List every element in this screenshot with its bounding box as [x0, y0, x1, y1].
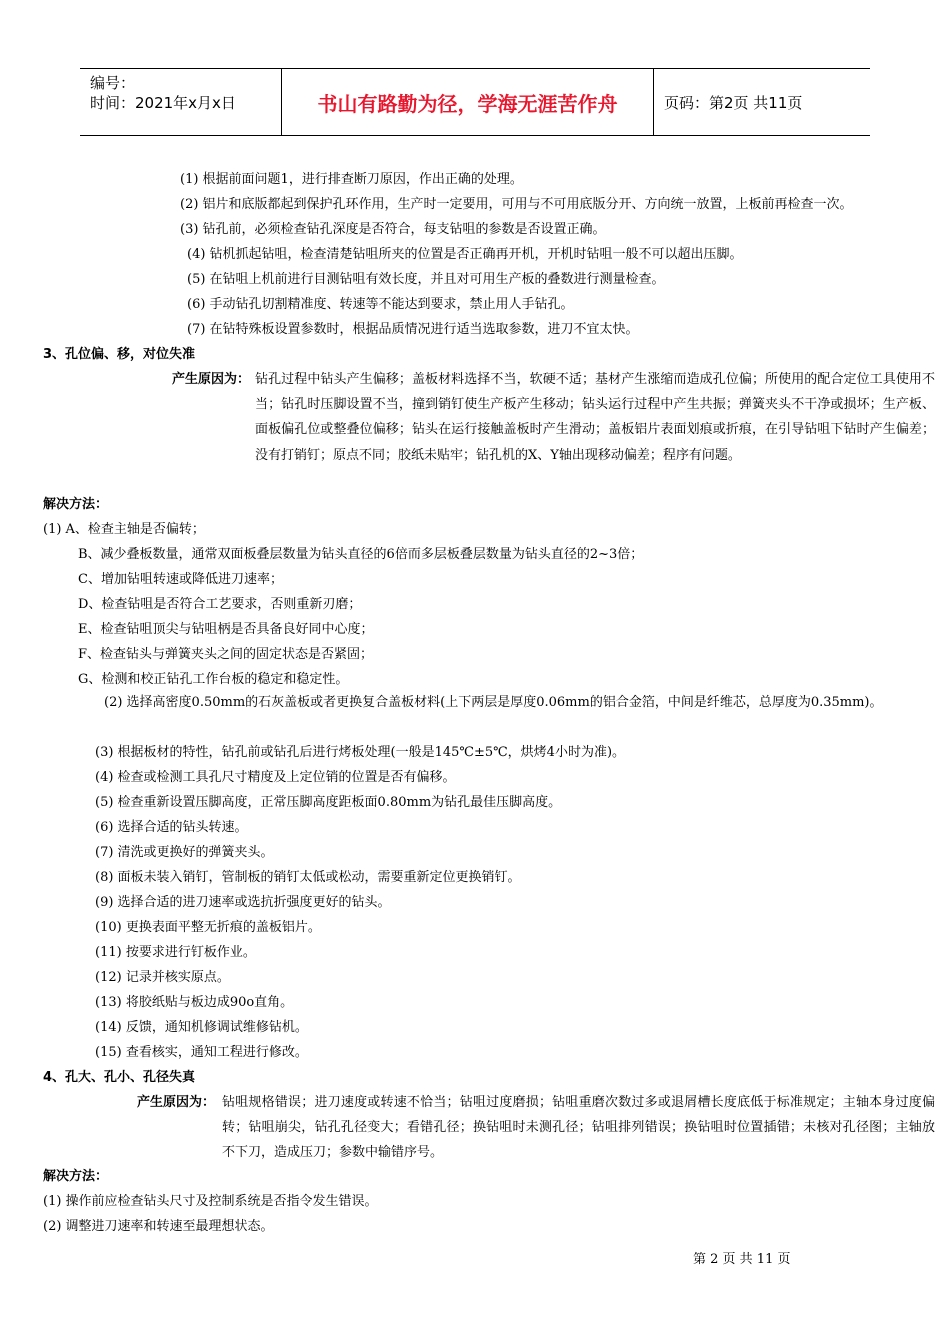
list-item: C、增加钻咀转速或降低进刀速率； [78, 572, 283, 587]
list-item: (1) 根据前面问题1，进行排查断刀原因，作出正确的处理。 [180, 172, 523, 187]
list-item: (2) 选择高密度0.50mm的石灰盖板或者更换复合盖板材料(上下两层是厚度0.06mm的铝合金箔，中间是纤维芯，总厚度为0.35mm)。 [104, 695, 883, 710]
list-item: (4) 检查或检测工具孔尺寸精度及上定位销的位置是否有偏移。 [95, 770, 456, 785]
list-item: (2) 铝片和底版都起到保护孔环作用，生产时一定要用，可用与不可用底版分开、方向统一放置，上板前再检查一次。 [180, 197, 853, 212]
page-header [80, 68, 870, 136]
list-item: G、检测和校正钻孔工作台板的稳定和稳定性。 [78, 672, 349, 687]
header-date: 时间：2021年x月x日 [90, 94, 236, 112]
list-item: (3) 钻孔前，必须检查钻孔深度是否符合，每支钻咀的参数是否设置正确。 [180, 222, 606, 237]
solution-label: 解决方法： [43, 1169, 109, 1184]
list-item: (15) 查看核实，通知工程进行修改。 [95, 1045, 308, 1060]
solution-label: 解决方法： [43, 497, 109, 512]
cause-label: 产生原因为： [172, 372, 251, 387]
list-item: (7) 清洗或更换好的弹簧夹头。 [95, 845, 274, 860]
list-item: (9) 选择合适的进刀速率或选抗折强度更好的钻头。 [95, 895, 391, 910]
list-item: (8) 面板未装入销钉，管制板的销钉太低或松动，需要重新定位更换销钉。 [95, 870, 521, 885]
header-left-cell [80, 69, 282, 135]
list-item: (14) 反馈，通知机修调试维修钻机。 [95, 1020, 308, 1035]
header-number-label: 编号： [90, 74, 136, 92]
list-item: (6) 手动钻孔切割精准度、转速等不能达到要求，禁止用人手钻孔。 [187, 297, 574, 312]
list-item: (1) 操作前应检查钻头尺寸及控制系统是否指令发生错误。 [43, 1194, 378, 1209]
header-motto: 书山有路勤为径，学海无涯苦作舟 [282, 69, 654, 135]
list-item: (10) 更换表面平整无折痕的盖板铝片。 [95, 920, 321, 935]
list-item: (7) 在钻特殊板设置参数时，根据品质情况进行适当选取参数，进刀不宜太快。 [187, 322, 639, 337]
list-item: (4) 钻机抓起钻咀，检查清楚钻咀所夹的位置是否正确再开机，开机时钻咀一般不可以超出压脚。 [187, 247, 743, 262]
cause-text: 钻咀规格错误；进刀速度或转速不恰当；钻咀过度磨损；钻咀重磨次数过多或退屑槽长度底低于标准规定；主轴本身过度偏转；钻咀崩尖，钻孔孔径变大；看错孔径；换钻咀时未测孔径；钻咀排列错误；换钻咀时位置插错；未核对孔径图；主轴放不下刀，造成压刀；参数中输错序号。 [222, 1095, 935, 1161]
list-item: (5) 在钻咀上机前进行目测钻咀有效长度，并且对可用生产板的叠数进行测量检查。 [187, 272, 665, 287]
list-item: (11) 按要求进行钉板作业。 [95, 945, 256, 960]
header-page-info: 页码：第2页 共11页 [664, 93, 803, 112]
cause-label: 产生原因为： [137, 1095, 216, 1110]
list-item: (3) 根据板材的特性，钻孔前或钻孔后进行烤板处理(一般是145℃±5℃，烘烤4小时为准)。 [95, 745, 626, 760]
list-item: F、检查钻头与弹簧夹头之间的固定状态是否紧固； [78, 647, 374, 662]
page-footer: 第 2 页 共 11 页 [693, 1252, 791, 1267]
list-item: (1) A、检查主轴是否偏转； [43, 522, 205, 537]
cause-text: 钻孔过程中钻头产生偏移；盖板材料选择不当，软硬不适；基材产生涨缩而造成孔位偏；所使用的配合定位工具使用不当；钻孔时压脚设置不当，撞到销钉使生产板产生移动；钻头运行过程中产生共振；弹簧夹头不干净或损坏；生产板、面板偏孔位或整叠位偏移；钻头在运行接触盖板时产生滑动；盖板铝片表面划痕或折痕，在引导钻咀下钻时产生偏差；没有打销钉；原点不同；胶纸未贴牢；钻孔机的X、Y轴出现移动偏差；程序有问题。 [255, 372, 935, 463]
list-item: (6) 选择合适的钻头转速。 [95, 820, 248, 835]
cause-paragraph-4 [137, 1090, 215, 1115]
list-item: (13) 将胶纸贴与板边成90o直角。 [95, 995, 294, 1010]
section-title: 3、孔位偏、移，对位失准 [43, 347, 196, 362]
list-item: D、检查钻咀是否符合工艺要求，否则重新刃磨； [78, 597, 362, 612]
list-item: (2) 调整进刀速率和转速至最理想状态。 [43, 1219, 274, 1234]
list-item: B、减少叠板数量，通常双面板叠层数量为钻头直径的6倍而多层板叠层数量为钻头直径的2~3倍； [78, 547, 644, 562]
list-item: E、检查钻咀顶尖与钻咀柄是否具备良好同中心度； [78, 622, 374, 637]
list-item: (5) 检查重新设置压脚高度，正常压脚高度距板面0.80mm为钻孔最佳压脚高度。 [95, 795, 562, 810]
list-item: (12) 记录并核实原点。 [95, 970, 230, 985]
section-title: 4、孔大、孔小、孔径失真 [43, 1070, 196, 1085]
